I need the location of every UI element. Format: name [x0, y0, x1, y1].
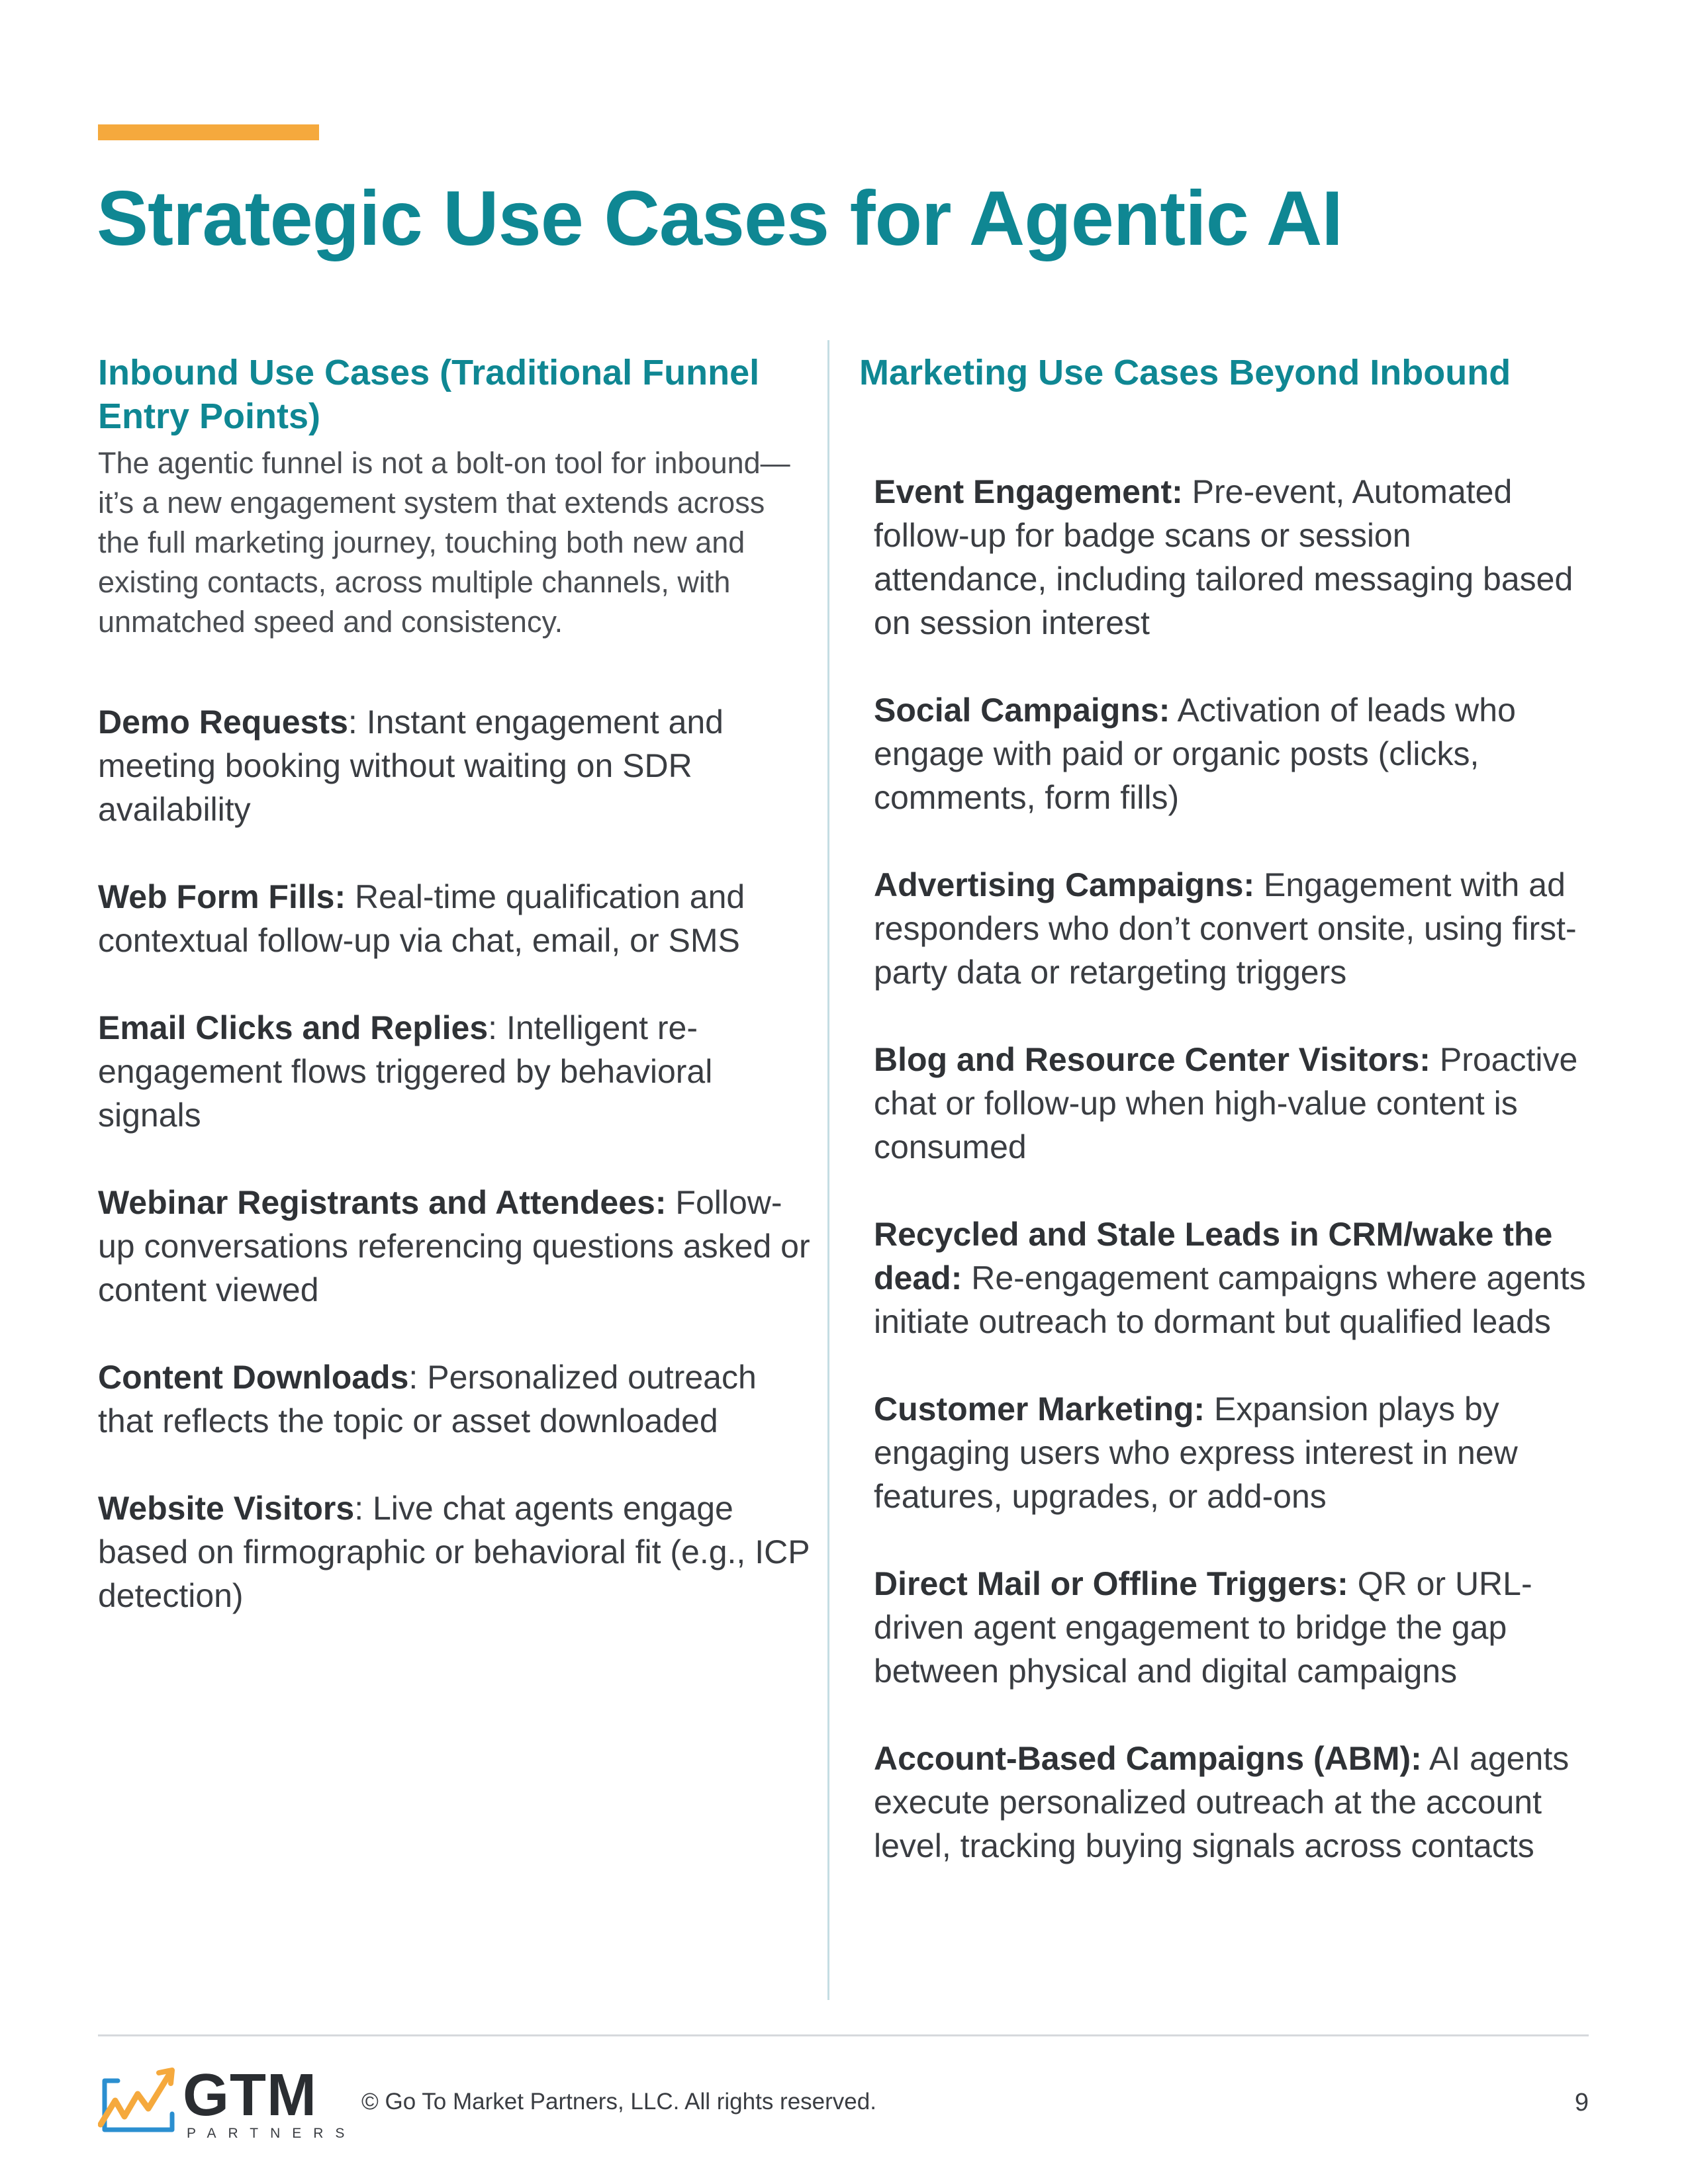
use-case-term: Recycled and Stale Leads in CRM/wake the dead:: [874, 1216, 1553, 1297]
use-case-item: Demo Requests: Instant engagement and meeting booking without waiting on SDR availability: [98, 704, 724, 828]
use-case-term: Demo Requests: [98, 704, 348, 741]
use-case-term: Email Clicks and Replies: [98, 1009, 489, 1046]
growth-chart-icon: [98, 2068, 180, 2134]
inbound-use-cases-column: [98, 351, 813, 1661]
use-case-item: [98, 1181, 813, 1312]
gtm-partners-logo: [98, 2062, 357, 2143]
use-case-item: [874, 1212, 1587, 1343]
use-case-term: Content Downloads: [98, 1359, 409, 1396]
use-case-item: [874, 688, 1587, 819]
inbound-intro: The agentic funnel is not a bolt-on tool for inbound—it’s a new engagement system that extends across the full marketing journey, touching both new and existing contacts, across multiple channels, with unmatched speed and consistency.: [98, 446, 790, 639]
logo-wordmark: GTM: [183, 2062, 317, 2128]
use-case-description: Engagement with ad responders who don’t convert onsite, using first-party data or retargeting triggers: [874, 866, 1577, 991]
use-case-term: Advertising Campaigns:: [874, 866, 1255, 903]
use-case-term: Customer Marketing:: [874, 1390, 1205, 1428]
inbound-heading: Inbound Use Cases (Traditional Funnel Entry Points): [98, 353, 760, 436]
use-case-term: Account-Based Campaigns (ABM):: [874, 1740, 1422, 1777]
use-case-description: Instant engagement and meeting booking without waiting on SDR availability: [98, 704, 724, 828]
use-case-description: Pre-event, Automated follow-up for badge scans or session attendance, including tailored messaging based on session interest: [874, 473, 1573, 641]
use-case-term: Web Form Fills:: [98, 878, 346, 915]
use-case-description: Expansion plays by engaging users who express interest in new features, upgrades, or add-ons: [874, 1390, 1518, 1515]
use-case-item: [98, 875, 813, 962]
use-case-item: Website Visitors: Live chat agents engage based on firmographic or behavioral fit (e.g., ICP detection): [98, 1490, 810, 1614]
use-case-item: [874, 1387, 1587, 1518]
logo-subtitle: PARTNERS: [187, 2126, 357, 2141]
use-case-item: [874, 470, 1587, 645]
use-case-description: QR or URL-driven agent engagement to bridge the gap between physical and digital campaigns: [874, 1565, 1532, 1690]
use-case-term: Website Visitors: [98, 1490, 355, 1527]
use-case-item: Email Clicks and Replies: Intelligent re-engagement flows triggered by behavioral signals: [98, 1009, 713, 1134]
use-case-term: Blog and Resource Center Visitors:: [874, 1041, 1430, 1078]
use-case-description: Follow-up conversations referencing questions asked or content viewed: [98, 1184, 810, 1308]
use-case-term: Event Engagement:: [874, 473, 1183, 510]
use-case-item: [874, 1562, 1587, 1693]
use-case-description: Proactive chat or follow-up when high-value content is consumed: [874, 1041, 1578, 1165]
use-case-item: [874, 863, 1587, 994]
page-number: 9: [1574, 2089, 1589, 2116]
use-case-description: Real-time qualification and contextual follow-up via chat, email, or SMS: [98, 878, 745, 959]
use-case-description: Re-engagement campaigns where agents initiate outreach to dormant but qualified leads: [874, 1259, 1586, 1340]
use-case-item: [874, 1737, 1587, 1868]
footer-divider: [98, 2034, 1589, 2036]
use-case-term: Direct Mail or Offline Triggers:: [874, 1565, 1348, 1602]
page-title: Strategic Use Cases for Agentic AI: [97, 175, 1342, 261]
use-case-description: AI agents execute personalized outreach at the account level, tracking buying signals across contacts: [874, 1740, 1570, 1864]
use-case-description: Personalized outreach that reflects the topic or asset downloaded: [98, 1359, 757, 1439]
use-case-term: Social Campaigns:: [874, 692, 1170, 729]
use-case-description: Live chat agents engage based on firmographic or behavioral fit (e.g., ICP detection): [98, 1490, 810, 1614]
use-case-item: Content Downloads: Personalized outreach that reflects the topic or asset downloaded: [98, 1359, 757, 1439]
use-case-description: Activation of leads who engage with paid or organic posts (clicks, comments, form fills): [874, 692, 1516, 816]
column-divider: [827, 340, 829, 2000]
use-case-item: [874, 1038, 1587, 1169]
title-accent-bar: [98, 124, 319, 140]
use-case-term: Webinar Registrants and Attendees:: [98, 1184, 667, 1221]
copyright-notice: © Go To Market Partners, LLC. All rights reserved.: [361, 2089, 876, 2115]
beyond-inbound-heading: Marketing Use Cases Beyond Inbound: [859, 353, 1511, 392]
use-case-description: Intelligent re-engagement flows triggered by behavioral signals: [98, 1009, 713, 1134]
beyond-inbound-column: [859, 351, 1587, 1911]
